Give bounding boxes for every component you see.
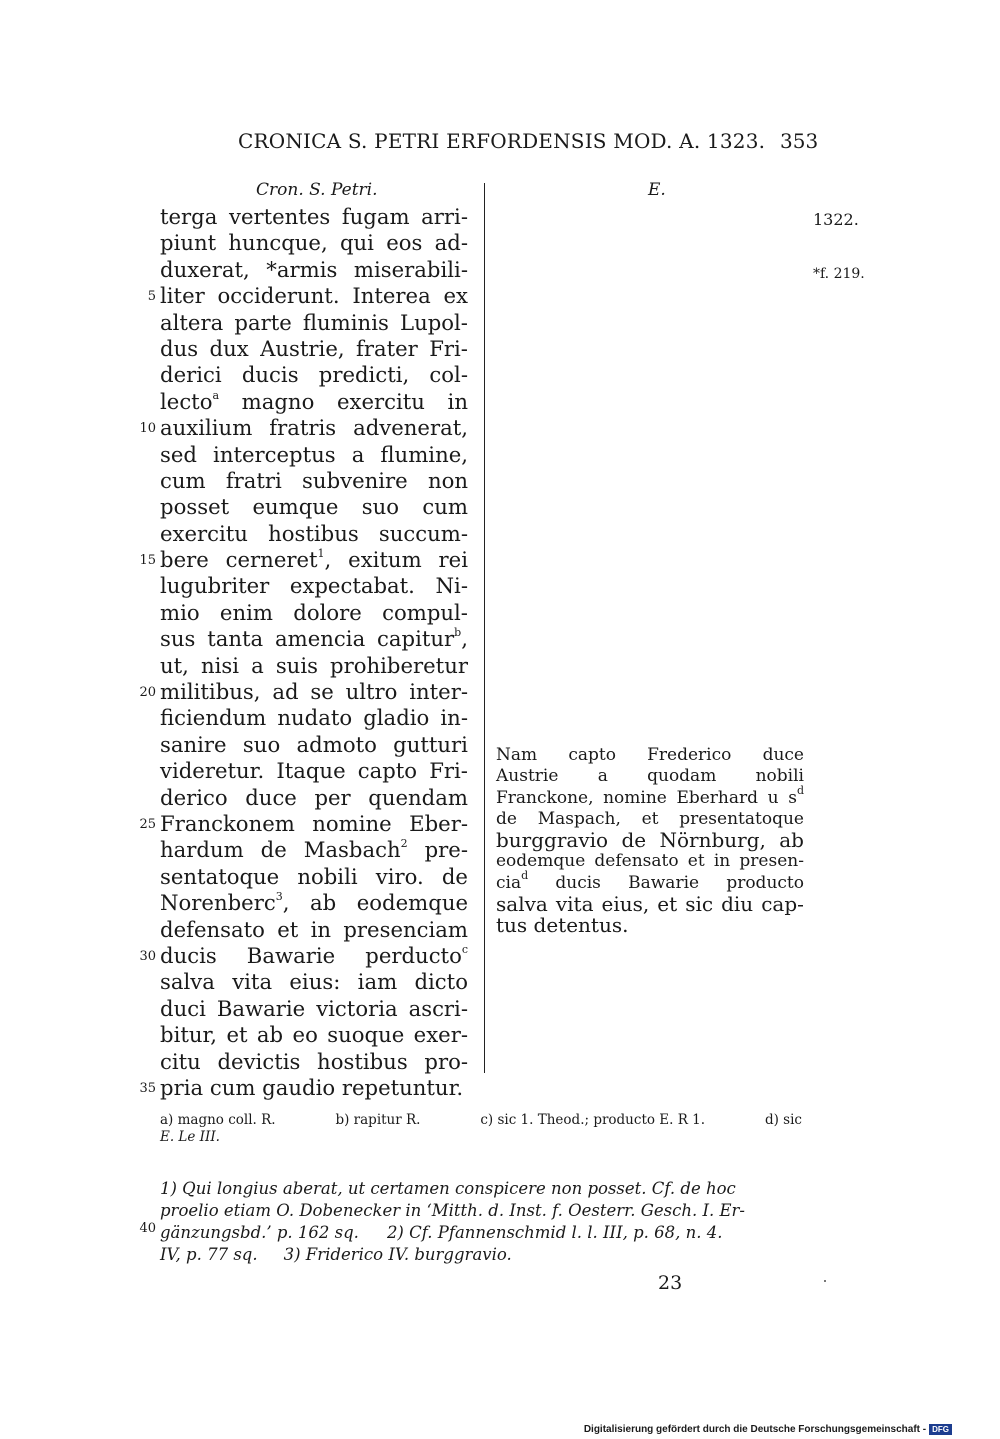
- text-line: dus dux Austrie, frater Fri-: [160, 335, 468, 361]
- text-line: Franckone, nomine Eberhard u $s^d$: [496, 783, 804, 808]
- text-line: duxerat, *armis miserabili-: [160, 256, 468, 282]
- text-line: derici ducis predicti, col-: [160, 362, 468, 388]
- text-line: exercitu hostibus succum-: [160, 520, 468, 546]
- text-line: Austrie a quodam nobili: [496, 766, 804, 787]
- footnote-line: [160, 1200, 802, 1222]
- text-line: sentatoque nobili viro. de: [160, 863, 468, 889]
- scan-speck: [824, 1280, 826, 1282]
- text-line: piunt huncque, qui eos ad-: [160, 230, 468, 256]
- page-number: 353: [780, 129, 819, 153]
- text-line: ducis Bawarie perducto$^c$: [160, 942, 468, 968]
- text-line: cia$^d$ ducis Bawarie producto: [496, 869, 804, 893]
- text-line: altera parte fluminis Lupol-: [160, 309, 468, 335]
- crit-note-a: a) magno coll. R.: [160, 1112, 276, 1128]
- margin-year-note: 1322.: [813, 210, 859, 229]
- footnote-line: [160, 1178, 802, 1200]
- text-line: eodemque defensato et in presen-: [496, 851, 804, 872]
- footnote-text: 2) Cf. Pfannenschmid l. l. III, p. 68, n. 4.: [386, 1223, 723, 1242]
- text-line: posset eumque suo cum: [160, 494, 468, 520]
- line-number: 5: [147, 289, 156, 305]
- footnote-text: 3) Friderico IV. burggravio.: [283, 1245, 512, 1264]
- text-line: ut, nisi a suis prohiberetur: [160, 652, 468, 678]
- crit-note-d: d) sic: [764, 1112, 802, 1128]
- text-line: bitur, et ab eo suoque exer-: [160, 1022, 468, 1048]
- text-line: ficiendum nudato gladio in-: [160, 705, 468, 731]
- crit-note-c: c) sic 1. Theod.; producto E. R 1.: [480, 1112, 706, 1128]
- credit-text: Digitalisierung gefördert durch die Deutsche Forschungsgemeinschaft -: [583, 1424, 927, 1435]
- text-line: pria cum gaudio repetuntur.: [160, 1074, 464, 1100]
- line-number: 15: [139, 553, 156, 569]
- text-line: sed interceptus a flumine,: [160, 441, 468, 467]
- text-line: burggravio de Nörnburg, ab: [496, 828, 804, 853]
- footnote-text: gänzungsbd.’ p. 162 sq.: [160, 1223, 359, 1242]
- text-line: militibus, ad se ultro inter-: [160, 679, 468, 705]
- margin-folio-note: *f. 219.: [813, 266, 865, 282]
- text-line: de Maspach, et presentatoque: [496, 808, 804, 829]
- text-line: Nam capto Frederico duce: [496, 745, 804, 765]
- footnote-line-number: 40: [139, 1221, 156, 1236]
- text-line: salva vita eius: iam dicto: [160, 969, 468, 995]
- text-line: lugubriter expectabat. Ni-: [160, 573, 468, 599]
- line-number: 30: [139, 949, 156, 965]
- text-line: videretur. Itaque capto Fri-: [160, 758, 468, 784]
- text-line: terga vertentes fugam arri-: [160, 204, 468, 229]
- text-line: derico duce per quendam: [160, 784, 468, 810]
- footnote-line: [160, 1222, 802, 1244]
- text-line: citu devictis hostibus pro-: [160, 1048, 468, 1074]
- line-number: 35: [139, 1081, 156, 1097]
- line-number: 20: [139, 685, 156, 701]
- text-line: sanire suo admoto gutturi: [160, 731, 468, 757]
- crit-note-b: b) rapitur R.: [335, 1112, 421, 1128]
- column-divider: [484, 183, 485, 1073]
- text-line: Norenberc$^3$, ab eodemque: [160, 890, 468, 916]
- text-line: Franckonem nomine Eber-: [160, 810, 468, 836]
- text-line: tus detentus.: [496, 913, 629, 938]
- text-line: hardum de Masbach$^2$ pre-: [160, 837, 468, 863]
- crit-note-d-continued: E. Le III.: [160, 1129, 220, 1145]
- text-line: defensato et in presenciam: [160, 916, 468, 942]
- footnotes: [160, 1178, 802, 1266]
- line-number: 10: [139, 421, 156, 437]
- left-column-heading: Cron. S. Petri.: [256, 180, 378, 200]
- text-line: auxilium fratris advenerat,: [160, 415, 468, 441]
- footnote-line: [160, 1244, 802, 1266]
- text-line: salva vita eius, et sic diu cap-: [496, 892, 804, 917]
- footnote-text: IV, p. 77 sq.: [160, 1245, 258, 1264]
- parallel-text-e: [496, 745, 804, 937]
- main-text-column: [160, 204, 468, 1101]
- footnote-text: 1) Qui longius aberat, ut certamen conspicere non posset. Cf. de hoc: [160, 1179, 736, 1198]
- running-header-title: CRONICA S. PETRI ERFORDENSIS MOD. A. 1323.: [238, 129, 766, 153]
- footnote-text: proelio etiam O. Dobenecker in ‘Mitth. d. Inst. f. Oesterr. Gesch. I. Er-: [160, 1201, 745, 1220]
- text-line: mio enim dolore compul-: [160, 599, 468, 625]
- dfg-logo: DFG: [929, 1424, 952, 1435]
- text-line: liter occiderunt. Interea ex: [160, 283, 468, 309]
- text-line: bere cerneret$^1$, exitum rei: [160, 547, 468, 573]
- text-line: duci Bawarie victoria ascri-: [160, 995, 468, 1021]
- text-line: cum fratri subvenire non: [160, 467, 468, 493]
- printer-signature: 23: [658, 1272, 683, 1294]
- digitization-credit: [584, 1424, 952, 1435]
- text-line: lecto$^a$ magno exercitu in: [160, 388, 468, 414]
- critical-apparatus: [160, 1112, 802, 1146]
- right-column-heading: E.: [648, 180, 666, 200]
- line-number: 25: [139, 817, 156, 833]
- text-line: sus tanta amencia capitur$^b$,: [160, 626, 468, 652]
